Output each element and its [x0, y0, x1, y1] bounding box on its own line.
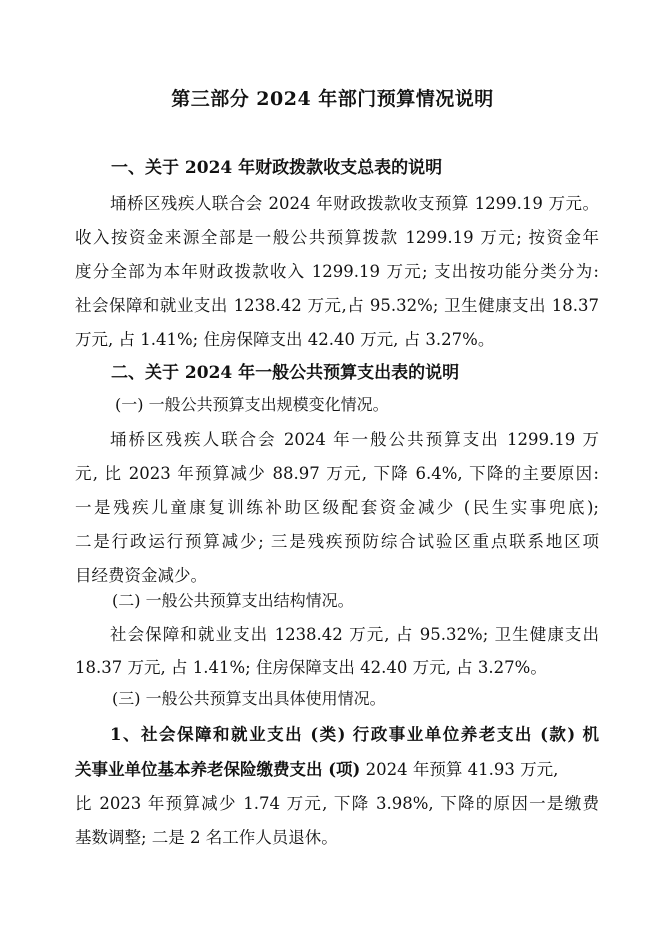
sub1-line-2: 元, 比 2023 年预算减少 88.97 万元, 下降 6.4%, 下降的主要原因: — [75, 464, 599, 483]
sub1-line-3: 一是残疾儿童康复训练补助区级配套资金减少 (民生实事兜底); — [75, 498, 599, 517]
section1-line-2: 收入按资金来源全部是一般公共预算拨款 1299.19 万元; 按资金年 — [75, 228, 599, 247]
sub3-heading: (三) 一般公共预算支出具体使用情况。 — [112, 689, 386, 708]
sub2-heading: (二) 一般公共预算支出结构情况。 — [112, 591, 354, 610]
page-title: 第三部分 2024 年部门预算情况说明 — [171, 88, 494, 110]
item1-bold-line-1: 1、社会保障和就业支出 (类) 行政事业单位养老支出 (款) 机 — [110, 725, 599, 744]
sub1-heading: (一) 一般公共预算支出规模变化情况。 — [115, 395, 389, 414]
section1-line-1: 埇桥区残疾人联合会 2024 年财政拨款收支预算 1299.19 万元。 — [110, 194, 599, 213]
sub1-line-5: 目经费资金减少。 — [75, 566, 207, 585]
section2-heading: 二、关于 2024 年一般公共预算支出表的说明 — [111, 363, 460, 383]
item1-line-4: 基数调整; 二是 2 名工作人员退休。 — [75, 828, 338, 847]
section1-heading: 一、关于 2024 年财政拨款收支总表的说明 — [111, 158, 443, 178]
sub1-line-1: 埇桥区残疾人联合会 2024 年一般公共预算支出 1299.19 万 — [110, 430, 599, 449]
section1-line-5: 万元, 占 1.41%; 住房保障支出 42.40 万元, 占 3.27%。 — [75, 330, 495, 349]
sub1-line-4: 二是行政运行预算减少; 三是残疾预防综合试验区重点联系地区项 — [75, 532, 599, 551]
item1-line-2 — [75, 756, 599, 780]
sub2-line-1: 社会保障和就业支出 1238.42 万元, 占 95.32%; 卫生健康支出 — [110, 625, 599, 644]
item1-line-3: 比 2023 年预算减少 1.74 万元, 下降 3.98%, 下降的原因一是缴费 — [75, 794, 599, 813]
item1-line-2-rest: 2024 年预算 41.93 万元, — [360, 760, 559, 779]
section1-line-4: 社会保障和就业支出 1238.42 万元,占 95.32%; 卫生健康支出 18.37 — [75, 296, 599, 315]
sub2-line-2: 18.37 万元, 占 1.41%; 住房保障支出 42.40 万元, 占 3.27%。 — [75, 658, 547, 677]
item1-bold-line-2: 关事业单位基本养老保险缴费支出 (项) — [75, 760, 361, 779]
section1-line-3: 度分全部为本年财政拨款收入 1299.19 万元; 支出按功能分类分为: — [75, 262, 599, 281]
